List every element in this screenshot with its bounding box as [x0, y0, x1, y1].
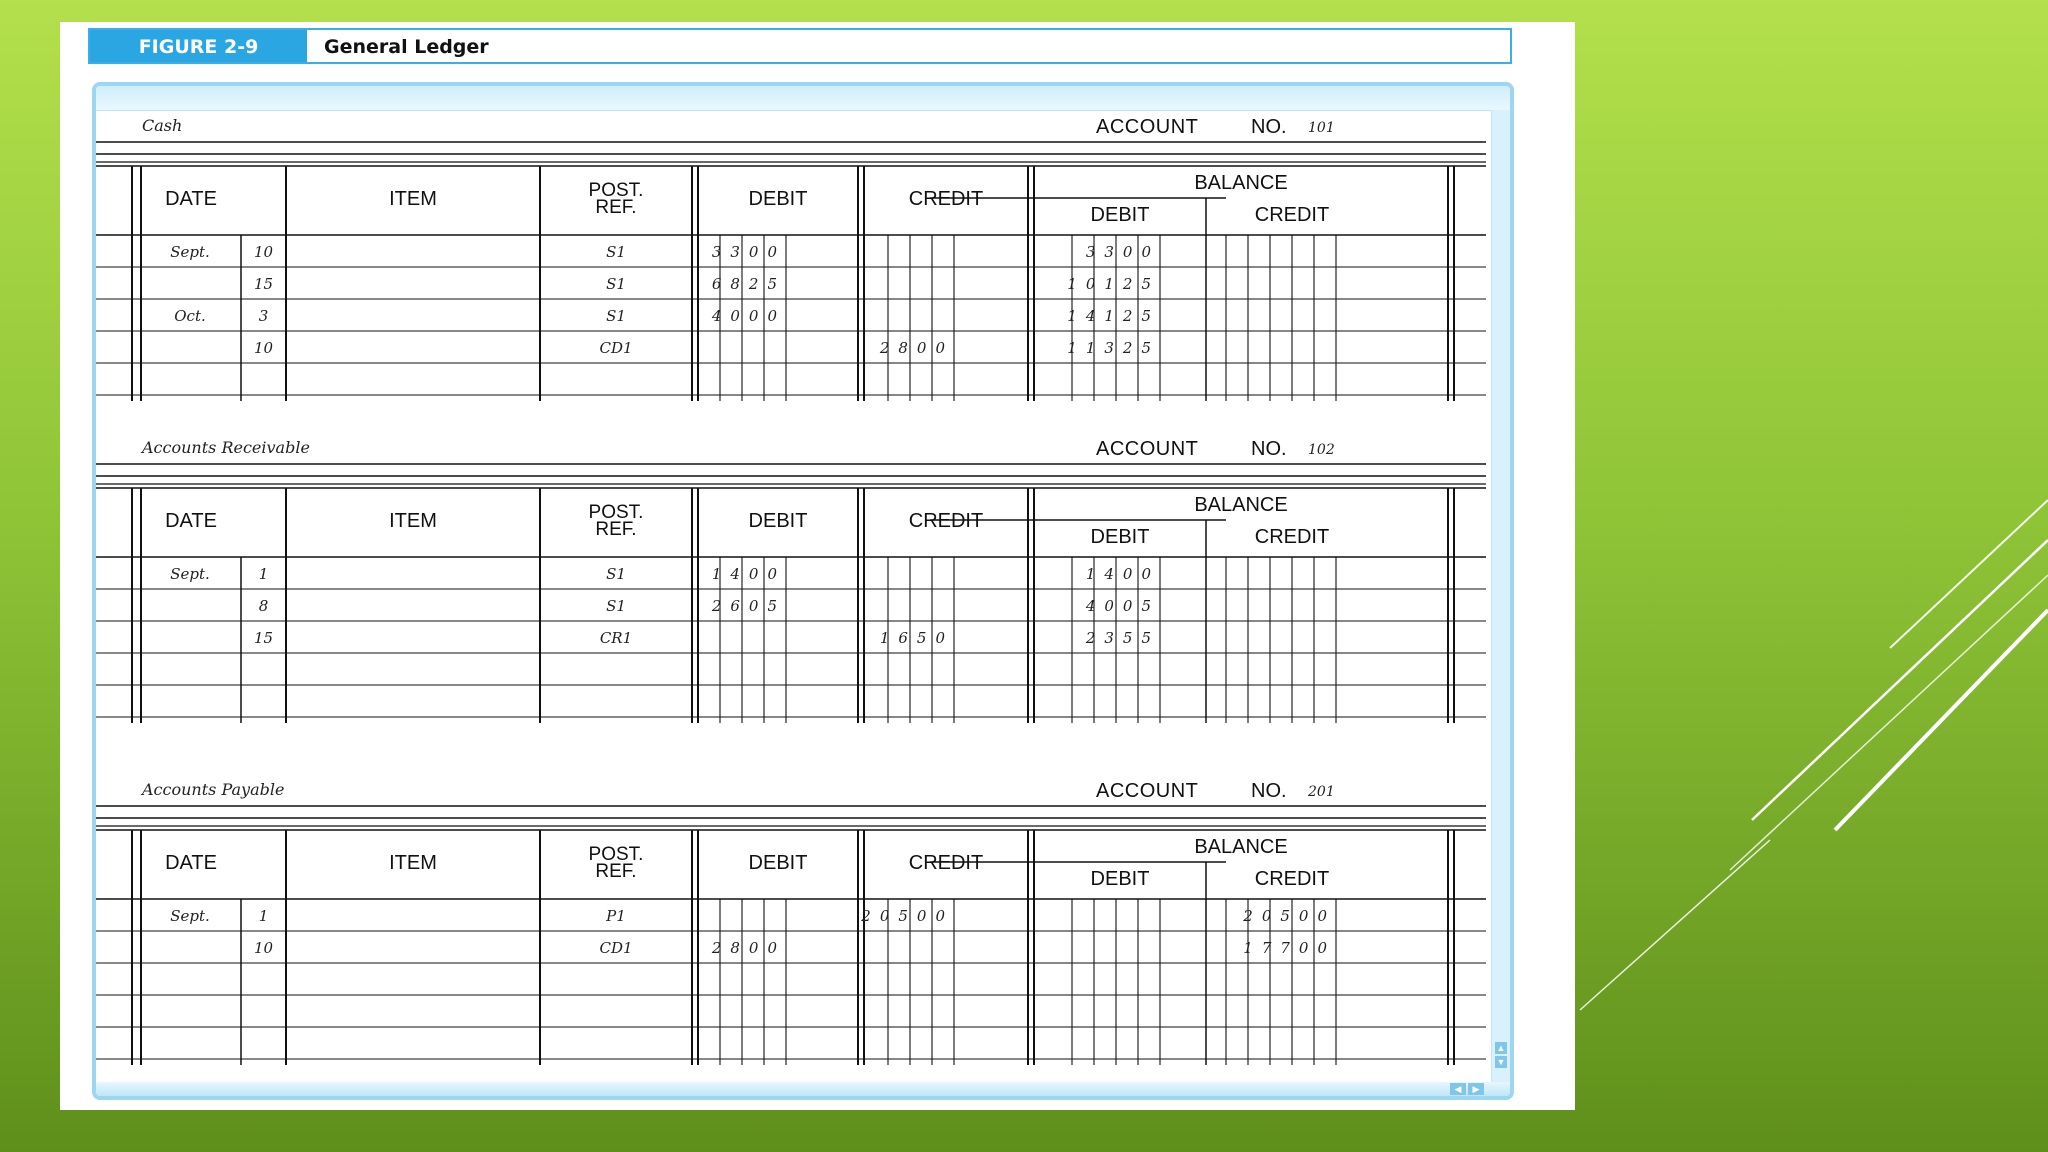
row-day: 1: [258, 565, 269, 583]
header-item: ITEM: [389, 852, 437, 874]
row-day: 10: [253, 243, 274, 261]
row-debit: 2605: [711, 597, 786, 615]
header-date: DATE: [165, 188, 217, 210]
header-balance-debit: DEBIT: [1090, 868, 1150, 890]
header-debit: DEBIT: [748, 510, 808, 532]
row-bal-debit: 4005: [1085, 597, 1160, 615]
row-debit: 4000: [711, 307, 786, 325]
header-balance-credit: CREDIT: [1254, 868, 1330, 890]
row-month: Sept.: [170, 565, 210, 583]
row-post-ref: S1: [606, 243, 626, 261]
row-day: 15: [253, 275, 274, 293]
row-post-ref: S1: [606, 275, 626, 293]
row-post-ref: CR1: [599, 629, 633, 647]
row-post-ref: S1: [606, 565, 626, 583]
header-item: ITEM: [389, 510, 437, 532]
row-day: 10: [253, 939, 274, 957]
header-post-ref-2: REF.: [595, 197, 637, 218]
ledger-2: [96, 774, 1486, 1074]
ledger-grid: [96, 110, 1486, 403]
row-bal-debit: 3300: [1085, 243, 1160, 261]
row-bal-credit: 20500: [1243, 907, 1336, 925]
row-bal-debit: 14125: [1067, 307, 1160, 325]
ledger-1: [96, 432, 1486, 732]
row-bal-debit: 2355: [1085, 629, 1160, 647]
row-month: Sept.: [170, 907, 210, 925]
account-name: Accounts Receivable: [142, 438, 310, 457]
account-number: 101: [1308, 120, 1335, 136]
row-day: 3: [258, 307, 269, 325]
header-item: ITEM: [389, 188, 437, 210]
header-balance-credit: CREDIT: [1254, 526, 1330, 548]
window-top-bar: [96, 86, 1510, 111]
header-post-ref-1: POST.: [588, 502, 644, 523]
row-bal-debit: 10125: [1067, 275, 1160, 293]
row-day: 10: [253, 339, 274, 357]
ledger-grid: [96, 432, 1486, 725]
row-debit: 3300: [711, 243, 786, 261]
row-day: 1: [258, 907, 269, 925]
row-post-ref: P1: [606, 907, 626, 925]
slide-content: [60, 22, 1575, 1110]
account-name: Accounts Payable: [142, 780, 285, 799]
header-post-ref-1: POST.: [588, 180, 644, 201]
header-balance-debit: DEBIT: [1090, 526, 1150, 548]
row-post-ref: CD1: [599, 339, 633, 357]
header-debit: DEBIT: [748, 188, 808, 210]
row-day: 15: [253, 629, 274, 647]
header-credit: CREDIT: [908, 510, 984, 532]
account-label: ACCOUNT: [1096, 438, 1199, 460]
account-no-label: NO.: [1251, 116, 1287, 138]
row-post-ref: S1: [606, 597, 626, 615]
header-post-ref-2: REF.: [595, 519, 637, 540]
row-credit: 2800: [879, 339, 954, 357]
row-month: Oct.: [174, 307, 206, 325]
row-day: 8: [258, 597, 269, 615]
ledger-0: [96, 110, 1486, 410]
header-balance-debit: DEBIT: [1090, 204, 1150, 226]
header-credit: CREDIT: [908, 188, 984, 210]
row-debit: 6825: [711, 275, 786, 293]
header-post-ref-1: POST.: [588, 844, 644, 865]
row-post-ref: S1: [606, 307, 626, 325]
header-balance: BALANCE: [1194, 836, 1288, 858]
header-post-ref-2: REF.: [595, 861, 637, 882]
account-label: ACCOUNT: [1096, 780, 1199, 802]
row-bal-debit: 1400: [1085, 565, 1160, 583]
header-balance-credit: CREDIT: [1254, 204, 1330, 226]
row-debit: 2800: [711, 939, 786, 957]
scroll-down-icon[interactable]: ▼: [1496, 1057, 1506, 1067]
vertical-scrollbar[interactable]: [1491, 110, 1510, 1082]
account-name: Cash: [142, 116, 183, 135]
decorative-lines: [1560, 480, 2048, 1040]
figure-title: General Ledger: [324, 36, 489, 58]
horizontal-scroll-arrows[interactable]: [1450, 1083, 1484, 1095]
row-debit: 1400: [711, 565, 786, 583]
row-month: Sept.: [170, 243, 210, 261]
header-balance: BALANCE: [1194, 494, 1288, 516]
row-bal-credit: 17700: [1243, 939, 1336, 957]
figure-label: FIGURE 2-9: [90, 30, 307, 62]
account-no-label: NO.: [1251, 438, 1287, 460]
header-debit: DEBIT: [748, 852, 808, 874]
row-bal-debit: 11325: [1067, 339, 1160, 357]
header-date: DATE: [165, 852, 217, 874]
account-number: 201: [1308, 784, 1335, 800]
ledger-window: [92, 82, 1514, 1100]
account-number: 102: [1308, 442, 1335, 458]
row-credit: 20500: [861, 907, 954, 925]
horizontal-scrollbar[interactable]: [96, 1082, 1510, 1096]
row-credit: 1650: [879, 629, 954, 647]
header-credit: CREDIT: [908, 852, 984, 874]
header-balance: BALANCE: [1194, 172, 1288, 194]
account-no-label: NO.: [1251, 780, 1287, 802]
figure-header: [88, 28, 1512, 64]
scroll-up-icon[interactable]: ▲: [1496, 1043, 1506, 1053]
header-date: DATE: [165, 510, 217, 532]
row-post-ref: CD1: [599, 939, 633, 957]
account-label: ACCOUNT: [1096, 116, 1199, 138]
scroll-right-icon[interactable]: ▶: [1468, 1083, 1484, 1095]
scroll-left-icon[interactable]: ◀: [1450, 1083, 1466, 1095]
